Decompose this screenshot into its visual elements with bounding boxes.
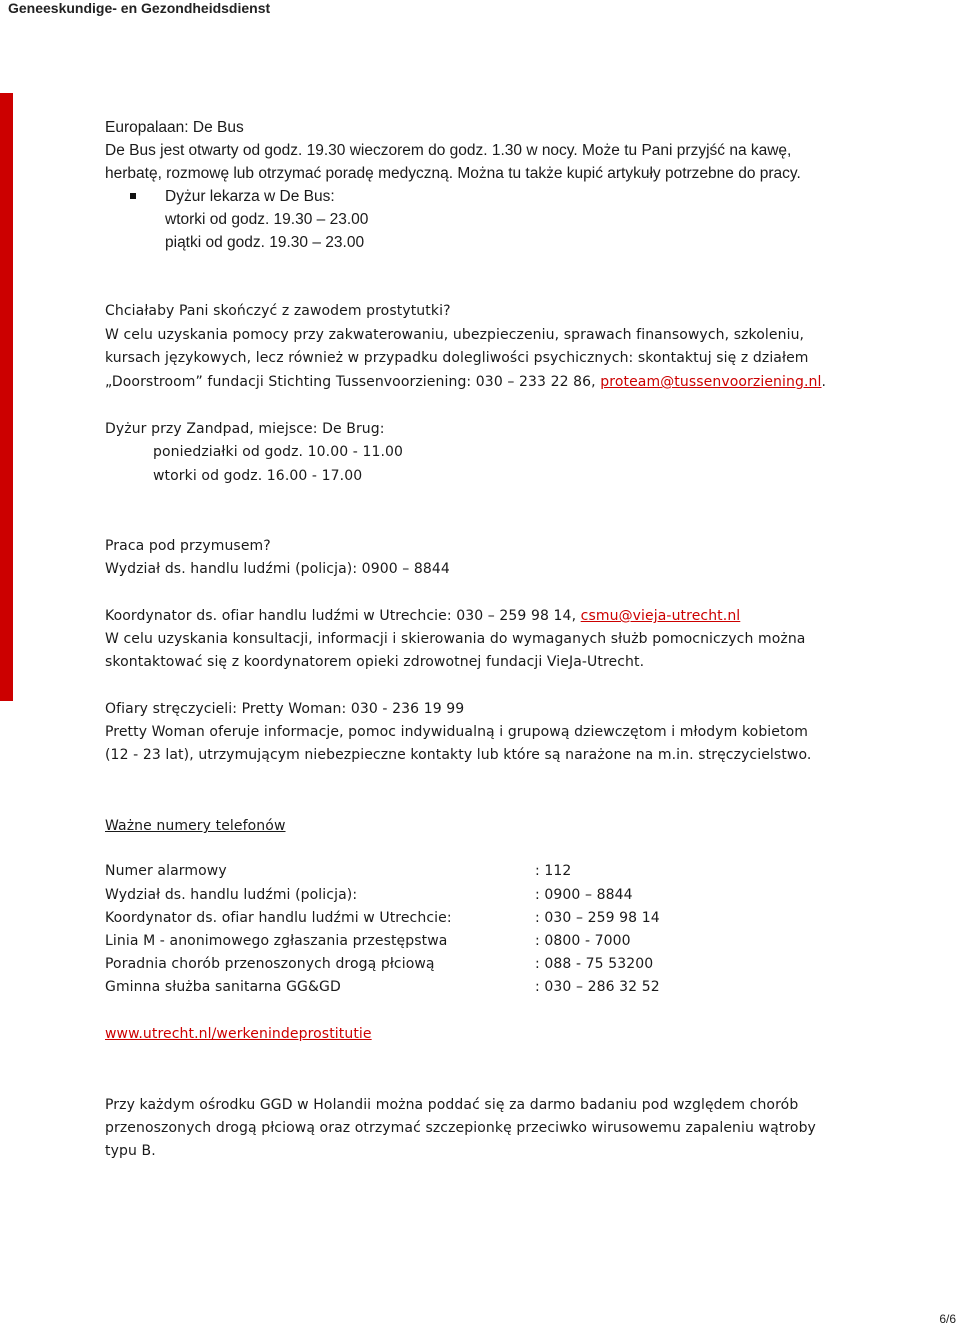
forced-police: Wydział ds. handlu ludźmi (policja): 0900 – 8844: [105, 561, 450, 577]
page-header-title: Geneeskundige- en Gezondheidsdienst: [8, 0, 271, 16]
phone-value: : 030 – 286 32 52: [535, 979, 660, 995]
europalaan-hours-tuesday: wtorki od godz. 19.30 – 23.00: [165, 211, 369, 228]
europalaan-line2: herbatę, rozmowę lub otrzymać poradę medyczną. Można tu także kupić artykuły potrzebne do pracy.: [105, 165, 801, 182]
phone-value: : 0900 – 8844: [535, 887, 633, 903]
europalaan-heading: Europalaan: De Bus: [105, 119, 244, 136]
quit-line3: [105, 371, 826, 394]
quit-line3-text: „Doorstroom” fundacji Stichting Tussenvoorziening: 030 – 233 22 86,: [105, 374, 601, 390]
pretty-woman-line2: (12 - 23 lat), utrzymującym niebezpieczne kontakty lub które są narażone na m.in. stręczycielstwo.: [105, 747, 812, 763]
closing-line3: typu B.: [105, 1143, 156, 1159]
red-side-bar: [0, 93, 13, 701]
phone-value: : 0800 - 7000: [535, 933, 631, 949]
phone-row: [0, 953, 960, 976]
phone-label: Wydział ds. handlu ludźmi (policja):: [105, 887, 358, 903]
coordinator-line2: W celu uzyskania konsultacji, informacji i skierowania do wymaganych służb pomocniczych można: [105, 631, 806, 647]
phone-label: Koordynator ds. ofiar handlu ludźmi w Utrechcie:: [105, 910, 452, 926]
quit-line3-end: .: [821, 374, 827, 390]
closing-line1: Przy każdym ośrodku GGD w Holandii można poddać się za darmo badaniu pod względem chorób: [105, 1097, 799, 1113]
phone-label: Gminna służba sanitarna GG&GD: [105, 979, 341, 995]
phone-row: [0, 907, 960, 930]
phone-row: [0, 976, 960, 999]
phone-label: Numer alarmowy: [105, 863, 227, 879]
europalaan-line1: De Bus jest otwarty od godz. 19.30 wieczorem do godz. 1.30 w nocy. Może tu Pani przyjść na kawę,: [105, 142, 792, 159]
forced-heading: Praca pod przymusem?: [105, 538, 271, 554]
phone-label: Linia M - anonimowego zgłaszania przestępstwa: [105, 933, 448, 949]
pretty-woman-heading: Ofiary stręczycieli: Pretty Woman: 030 - 236 19 99: [105, 701, 465, 717]
quit-heading: Chciałaby Pani skończyć z zawodem prostytutki?: [105, 303, 451, 319]
phones-heading: Ważne numery telefonów: [105, 818, 286, 834]
duty-monday: poniedziałki od godz. 10.00 - 11.00: [153, 444, 404, 460]
bullet-square-icon: [130, 193, 136, 199]
phone-row: [0, 884, 960, 907]
phone-value: : 112: [535, 863, 572, 879]
quit-line2: kursach językowych, lecz również w przypadku dolegliwości psychicznych: skontaktuj się z działem: [105, 350, 809, 366]
pretty-woman-line1: Pretty Woman oferuje informacje, pomoc indywidualną i grupową dziewczętom i młodym kobietom: [105, 724, 808, 740]
phone-row: [0, 930, 960, 953]
page-number: 6/6: [939, 1312, 956, 1326]
europalaan-hours-friday: piątki od godz. 19.30 – 23.00: [165, 234, 365, 251]
duty-heading: Dyżur przy Zandpad, miejsce: De Brug:: [105, 421, 385, 437]
coordinator-line3: skontaktować się z koordynatorem opieki zdrowotnej fundacji VieJa-Utrecht.: [105, 654, 645, 670]
csmu-email-link[interactable]: csmu@vieja-utrecht.nl: [580, 608, 741, 624]
quit-line1: W celu uzyskania pomocy przy zakwaterowaniu, ubezpieczeniu, sprawach finansowych, szkoleniu,: [105, 327, 805, 343]
proteam-email-link[interactable]: proteam@tussenvoorziening.nl: [600, 374, 822, 390]
closing-line2: przenoszonych drogą płciową oraz otrzymać szczepionkę przeciwko wirusowemu zapaleniu wątroby: [105, 1120, 816, 1136]
phone-label: Poradnia chorób przenoszonych drogą płciową: [105, 956, 435, 972]
duty-tuesday: wtorki od godz. 16.00 - 17.00: [153, 468, 363, 484]
coordinator-text: Koordynator ds. ofiar handlu ludźmi w Utrechcie: 030 – 259 98 14,: [105, 608, 581, 624]
phone-value: : 030 – 259 98 14: [535, 910, 660, 926]
phone-value: : 088 - 75 53200: [535, 956, 654, 972]
utrecht-website-link[interactable]: www.utrecht.nl/werkenindeprostitutie: [105, 1026, 372, 1042]
europalaan-bullet-text: Dyżur lekarza w De Bus:: [165, 188, 335, 205]
phone-row: [0, 860, 960, 883]
coordinator-line1: [105, 605, 740, 628]
